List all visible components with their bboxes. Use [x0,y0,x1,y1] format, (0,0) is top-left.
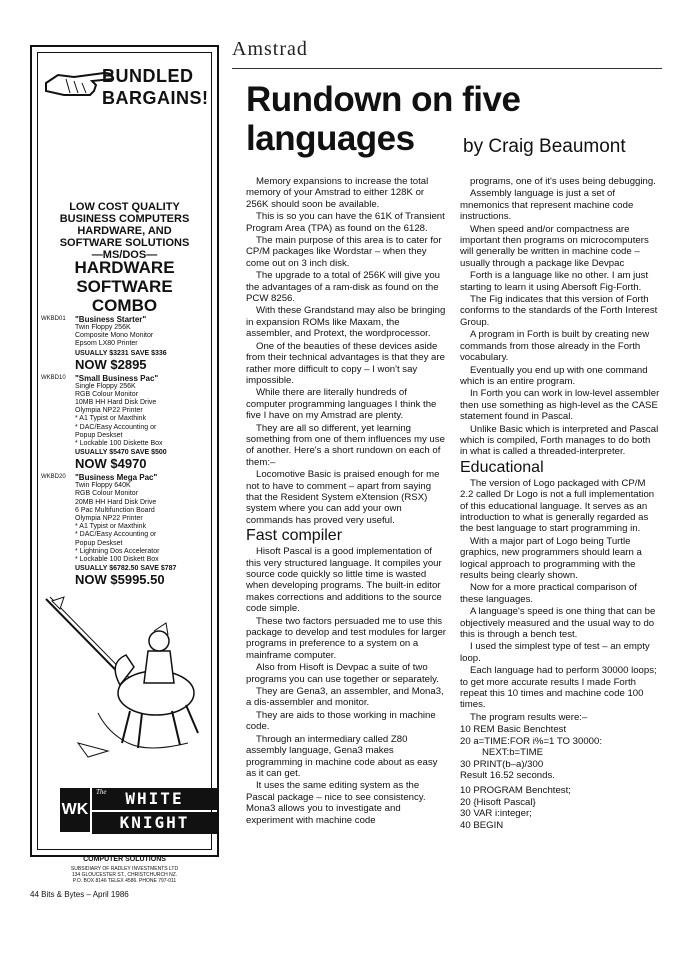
offer-item: * Lightning Dos Accelerator [75,547,160,555]
tagline-line: —MS/DOS— [91,249,158,261]
offer-saving: USUALLY $3231 SAVE $336 [75,349,167,357]
column-2-body-a [460,176,660,458]
banner-line-2: BARGAINS! [102,88,209,108]
body-paragraph: They are aids to those working in machine code. [246,709,436,733]
offer-item: RGB Colour Monitor [75,490,139,498]
basic-benchtest-listing [460,724,660,781]
address-line: P.O. BOX 8146 TELEX 4586. PHONE 797-011 [72,878,177,884]
offer-item: RGB Colour Monitor [75,390,139,398]
tagline-line: HARDWARE, AND [77,225,172,237]
advertisement [30,45,219,884]
body-paragraph: The version of Logo packaged with CP/M 2.2 called Dr Logo is not a full implementation of this educational language. It serves as an introduction to what is generally regarded as the best language to start programming in. [460,477,655,535]
offer-item: * Lockable 100 Diskette Box [75,440,163,448]
article-column-2 [460,176,660,831]
subhead-fast-compiler: Fast compiler [246,527,343,545]
offer-saving: USUALLY $5470 SAVE $500 [75,449,167,457]
subhead-educational: Educational [460,458,544,476]
combo-line: SOFTWARE [76,277,173,296]
offer-price: NOW $5995.50 [75,572,165,588]
address-line: SUBSIDIARY OF RADLEY INVESTMENTS LTD [70,866,179,872]
body-paragraph: The upgrade to a total of 256K will give you the advantages of a ram-disk as found on the PCW 8256. [246,270,440,305]
offer-saving: USUALLY $6782.50 SAVE $787 [75,565,177,573]
offer-item: Epsom LX80 Printer [75,340,138,348]
offer-price: NOW $2895 [75,356,147,372]
column-1-body-b [246,546,446,826]
body-paragraph: These two factors persuaded me to use this package to develop and test modules for larger programs in preference to a system on a mainframe computer. [246,615,446,661]
logo-the: The [96,788,107,796]
code-line: Result 16.52 seconds. [460,769,555,781]
ad-tagline [38,201,211,261]
body-paragraph: One of the beauties of these devices aside from their technical advantages is that they are rather more difficult to copy – I won't say impossible. [246,340,445,386]
offer-item: * DAC/Easy Accounting or [75,423,157,431]
offer-item: Twin Floppy 640K [75,482,131,490]
offer-code: WKBD20 [41,474,66,481]
code-line: 10 REM Basic Benchtest [460,724,567,736]
body-paragraph: The Fig indicates that this version of Forth conforms to the standards of the Forth Interest Group. [460,294,658,328]
body-paragraph: Unlike Basic which is interpreted and Pascal which is compiled, Forth manages to do both in what is called a threaded-interpreter. [460,423,659,458]
headline-line-1: Rundown on five [246,80,521,119]
combo-line: COMBO [91,296,158,315]
company-name: COMPUTER SOLUTIONS [83,856,166,863]
header-rule [232,68,662,69]
bundled-bargains-banner [102,65,209,109]
offer-block [41,473,221,587]
body-paragraph: Hisoft Pascal is a good implementation of this very structured language. It compiles your source code quickly so little time is wasted when developing programs. The built-in editor makes corrections and additions to the source code simple. [246,546,442,615]
offer-code: WKBD10 [41,374,66,381]
tagline-line: BUSINESS COMPUTERS [59,213,190,225]
code-line: 30 PRINT(b–a)/300 [460,758,544,770]
logo-word-white: WHITE [92,788,217,810]
body-paragraph: Locomotive Basic is praised enough for me not to have to comment – apart from saying that the Resident System eXtension (RSX) system where you can add your own commands has proved very useful. [246,469,440,526]
code-line: 40 BEGIN [460,819,504,831]
body-paragraph: They are Gena3, an assembler, and Mona3, a dis-assembler and monitor. [246,686,444,709]
offer-item: * A1 Typist or Maxthink [75,523,147,531]
offer-item: Single Floppy 256K [75,382,136,390]
headline-line-2: languages [246,119,415,158]
body-paragraph: Memory expansions to increase the total memory of your Amstrad to either 128K or 256K should soon be available. [246,176,429,210]
offer-block [41,315,221,372]
code-line: 10 PROGRAM Benchtest; [460,785,571,797]
offer-code: WKBD01 [41,316,66,322]
body-paragraph: In Forth you can work in low-level assembler then use something as high-level as the CASE statement found in Pascal. [460,388,660,423]
tagline-line: SOFTWARE SOLUTIONS [59,237,190,249]
tagline-line: LOW COST QUALITY [69,201,180,213]
body-paragraph: Also from Hisoft is Devpac a suite of two programs you can use together or separately. [246,662,439,685]
page-folio: 44 Bits & Bytes – April 1986 [30,890,129,899]
logo-word-knight: KNIGHT [92,812,217,834]
offer-item: Popup Deskset [75,431,123,439]
offer-item: Composite Mono Monitor [75,332,154,340]
offer-name: "Small Business Pac" [75,373,159,383]
offer-price: NOW $4970 [75,456,147,472]
article-byline: by Craig Beaumont [463,136,626,157]
body-paragraph: Eventually you end up with one command which is an entire program. [460,364,648,387]
white-knight-logo [92,788,217,854]
offer-item: Olympia NP22 Printer [75,407,143,415]
company-address [38,866,211,884]
body-paragraph: They are all so different, yet learning something from one of them influences my use of another. Here's a short rundown on each of them:– [246,422,445,468]
body-paragraph: Assembly language is just a set of mnemonics that represent machine code instructions. [460,188,634,223]
body-paragraph: A program in Forth is built by creating new commands from those already in the Forth vocabulary. [460,329,650,364]
code-line: 30 VAR i:integer; [460,808,532,820]
pascal-benchtest-listing [460,785,660,831]
body-paragraph: When speed and/or compactness are important then programs on microcomputers will generally be written in machine code – usually through a package like Devpac [460,223,649,269]
column-2-body-b [460,478,660,724]
body-paragraph: This is so you can have the 61K of Transient Program Area (TPA) as found on the 6128. [246,211,445,234]
banner-line-1: BUNDLED [102,66,194,86]
offer-item: * Lockable 100 Diskett Box [75,556,159,564]
offer-list [41,315,221,589]
body-paragraph: Now for a more practical comparison of these languages. [460,582,637,605]
offer-item: 20MB HH Hard Disk Drive [75,498,157,506]
code-line: 20 {Hisoft Pascal} [460,796,536,808]
body-paragraph: With a major part of Logo being Turtle graphics, new programmers should learn a logical approach to programming with the results being clearly shown. [460,535,642,581]
body-paragraph: While there are literally hundreds of computer programming languages I think the five I have on my Amstrad are plenty. [246,387,437,422]
offer-name: "Business Mega Pac" [75,473,158,483]
body-paragraph: I used the simplest type of test – an empty loop. [460,641,650,664]
code-line: 20 a=TIME:FOR i%=1 TO 30000: [460,735,603,747]
body-paragraph: programs, one of it's uses being debugging. [470,176,656,187]
wk-shield-logo: WK [60,788,90,832]
column-1-body-a [246,176,446,526]
body-paragraph: A language's speed is one thing that can be objectively measured and the usual way to do this is through a bench test. [460,606,656,641]
combo-line: HARDWARE [74,258,175,277]
body-paragraph: The program results were:– [470,711,588,723]
offer-item: Popup Deskset [75,539,123,547]
body-paragraph: It uses the same editing system as the Pascal package – nice to see consistency. Mona3 allows you to investigate and experiment with machine code [246,780,426,826]
offer-item: * DAC/Easy Accounting or [75,531,157,539]
offer-item: Twin Floppy 256K [75,324,131,331]
knight-on-horse-illustration [38,593,218,758]
body-paragraph: With these Grandstand may also be bringing in expansion ROMs like Maxam, the assembler, and Protext, the wordprocessor. [246,305,446,340]
body-paragraph: Forth is a language like no other. I am just starting to learn it using Abersoft Fig-Forth. [460,270,649,293]
code-line: NEXT:b=TIME [482,747,544,759]
offer-item: * A1 Typist or Maxthink [75,415,147,423]
section-header: Amstrad [232,38,308,60]
offer-item: Olympia NP22 Printer [75,515,143,523]
offer-item: 6 Pac Multifunction Board [75,506,155,514]
combo-heading [38,258,211,315]
body-paragraph: Through an intermediary called Z80 assembly language, Gena3 makes programming in machine code about as easy as it can get. [246,733,438,779]
offer-block [41,374,221,472]
offer-name: "Business Starter" [75,315,147,324]
body-paragraph: Each language had to perform 30000 loops; to get more accurate results I made Forth repeat this 10 times and machine code 100 times. [460,665,657,711]
article-column-1 [246,176,446,827]
body-paragraph: The main purpose of this area is to cater for CP/M packages like Wordstar – when they come out on 3 inch disk. [246,235,442,269]
address-line: 134 GLOUCESTER ST., CHRISTCHURCH NZ. [71,872,178,878]
advertisement-inner-border [37,52,212,884]
offer-item: 10MB HH Hard Disk Drive [75,399,157,407]
